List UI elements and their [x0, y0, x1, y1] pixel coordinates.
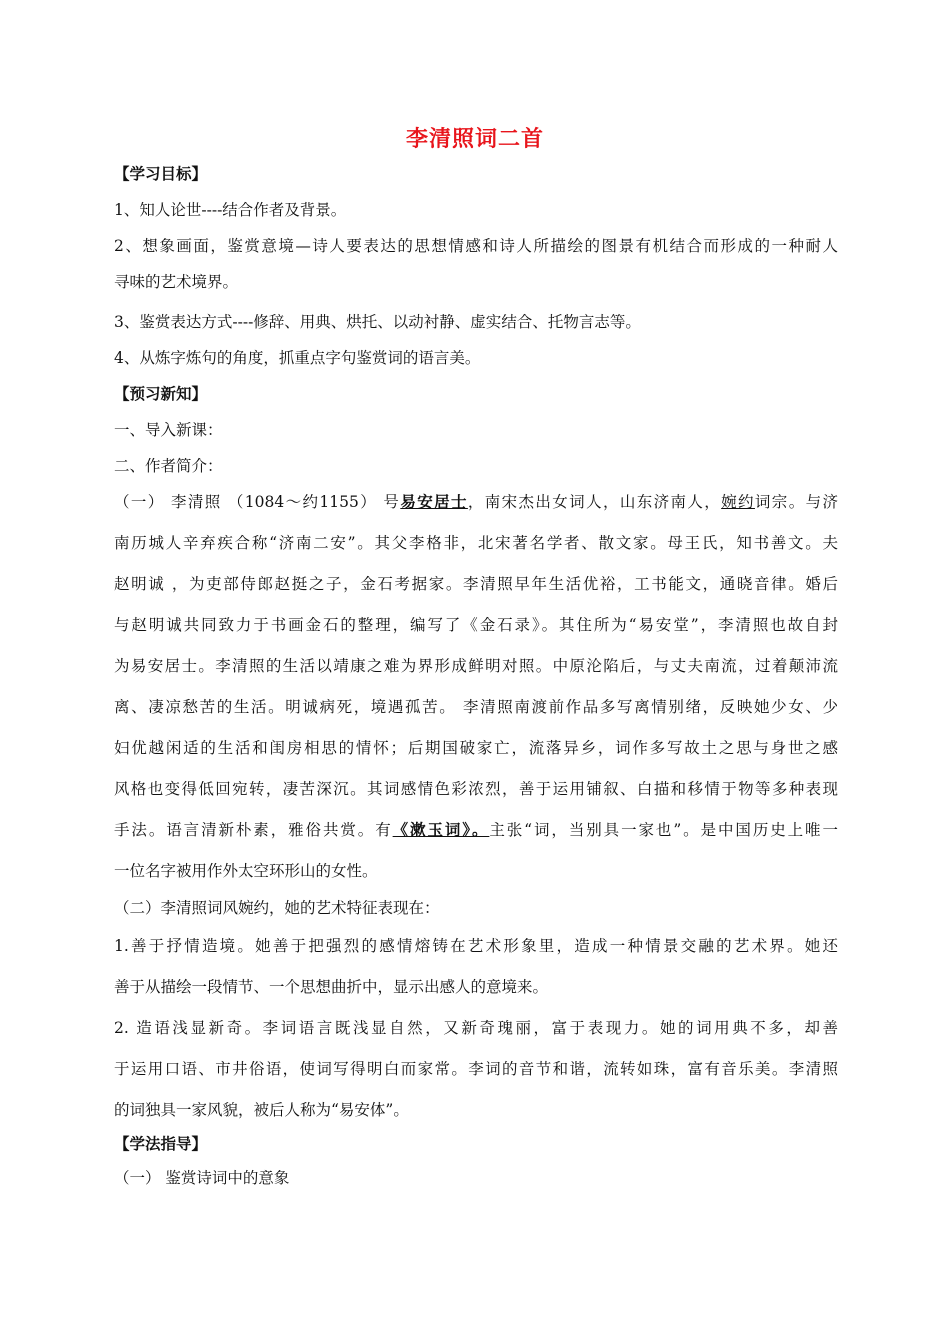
bio-line: 离、凄凉愁苦的生活。明诚病死，境遇孤苦。 李清照南渡前作品多写离情别绪，反映她少女、少: [114, 698, 838, 716]
author-heading: 二、作者简介：: [114, 457, 223, 475]
bio-mid: ，南宋杰出女词人，山东济南人，: [467, 493, 722, 511]
bio-line: 南历城人辛弃疾合称“济南二安”。其父李格非，北宋著名学者、散文家。母王氏，知书善文。夫: [114, 534, 838, 552]
objective-item-1: 1、知人论世----结合作者及背景。: [114, 201, 347, 219]
bio-suffix: 词宗。与济: [754, 493, 838, 511]
method-item-1: （一） 鉴赏诗词中的意象: [114, 1169, 290, 1187]
bio-prefix: （一） 李清照 （1084～约1155） 号: [114, 493, 401, 511]
preview-intro: 一、导入新课：: [114, 421, 223, 439]
method-heading: 【学法指导】: [114, 1135, 208, 1153]
preview-heading: 【预习新知】: [114, 385, 208, 403]
style-line: 于运用口语、市井俗语，使词写得明白而家常。李词的音节和谐，流转如珠，富有音乐美。李清照: [114, 1060, 838, 1078]
style-line: 善于从描绘一段情节、一个思想曲折中，显示出感人的意境来。: [114, 978, 549, 996]
style-line: 1.善于抒情造境。她善于把强烈的感情熔铸在艺术形象里，造成一种情景交融的艺术界。她还: [114, 937, 838, 955]
bio-line: 赵明诚 ，为吏部侍郎赵挺之子，金石考据家。李清照早年生活优裕，工书能文，通晓音律。婚后: [114, 575, 838, 593]
style-line: 2. 造语浅显新奇。李词语言既浅显自然，又新奇瑰丽，富于表现力。她的词用典不多，却善: [114, 1019, 838, 1037]
bio-line: 与赵明诚共同致力于书画金石的整理，编写了《金石录》。其住所为“易安堂”，李清照也故自封: [114, 616, 838, 634]
bio-book-line: [114, 819, 838, 841]
bio-book-prefix: 手法。语言清新朴素，雅俗共赏。有: [114, 821, 393, 839]
bio-last-line: 一位名字被用作外太空环形山的女性。: [114, 862, 378, 880]
objective-item-3: 3、鉴赏表达方式----修辞、用典、烘托、以动衬静、虚实结合、托物言志等。: [114, 313, 641, 331]
bio-wanyue: 婉约: [721, 493, 755, 511]
style-heading: （二）李清照词风婉约，她的艺术特征表现在：: [114, 899, 440, 917]
bio-line: 风格也变得低回宛转，凄苦深沉。其词感情色彩浓烈，善于运用铺叙、白描和移情于物等多种表现: [114, 780, 838, 798]
bio-book-title: 《漱玉词》。: [392, 820, 490, 839]
bio-book-suffix: 主张“词，当别具一家也”。是中国历史上唯一: [489, 821, 838, 839]
objectives-heading: 【学习目标】: [114, 165, 208, 183]
bio-line: 为易安居士。李清照的生活以靖康之难为界形成鲜明对照。中原沦陷后，与丈夫南流，过着颠沛流: [114, 657, 838, 675]
objective-item-4: 4、从炼字炼句的角度，抓重点字句鉴赏词的语言美。: [114, 349, 481, 367]
bio-hao: 易安居士: [400, 492, 468, 511]
document-title: 李清照词二首: [405, 127, 544, 152]
objective-item-2-cont: 寻味的艺术境界。: [114, 273, 239, 291]
bio-first-line: [114, 491, 838, 513]
style-line: 的词独具一家风貌，被后人称为“易安体”。: [114, 1101, 409, 1119]
objective-item-2: 2、想象画面，鉴赏意境—诗人要表达的思想情感和诗人所描绘的图景有机结合而形成的一种耐人: [114, 237, 838, 255]
bio-line: 妇优越闲适的生活和闺房相思的情怀；后期国破家亡，流落异乡，词作多写故土之思与身世之感: [114, 739, 838, 757]
